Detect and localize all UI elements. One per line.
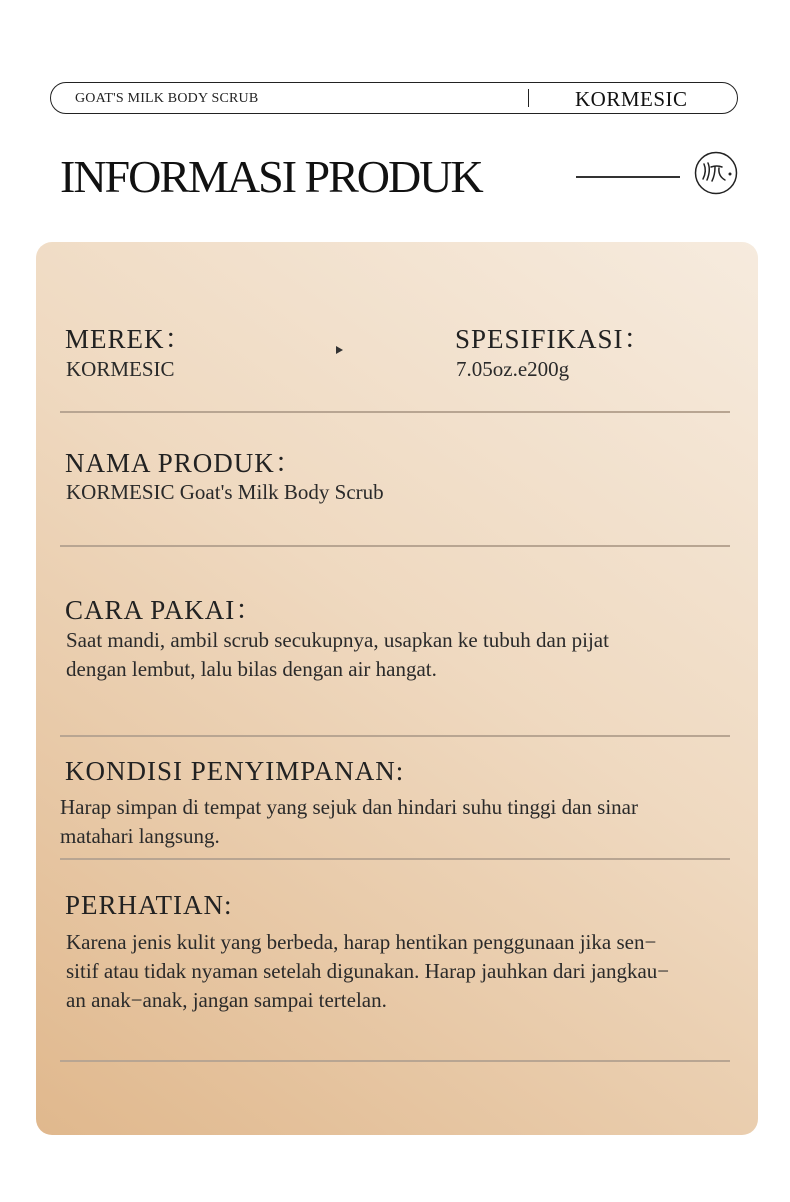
warning-line-1: Karena jenis kulit yang berbeda, harap hentikan penggunaan jika sen− xyxy=(66,930,657,954)
storage-line-2: matahari langsung. xyxy=(60,824,220,848)
usage-line-2: dengan lembut, lalu bilas dengan air hangat. xyxy=(66,657,437,681)
title-rule xyxy=(576,176,680,178)
warning-line-2: sitif atau tidak nyaman setelah digunakan. Harap jauhkan dari jangkau− xyxy=(66,959,670,983)
storage-line-1: Harap simpan di tempat yang sejuk dan hindari suhu tinggi dan sinar xyxy=(60,795,638,819)
spec-value: 7.05oz.e200g xyxy=(456,357,570,381)
section-divider xyxy=(60,735,730,737)
spec-label: SPESIFIKASI： xyxy=(455,324,652,354)
warning-line-3: an anak−anak, jangan sampai tertelan. xyxy=(66,988,387,1012)
section-divider xyxy=(60,858,730,860)
section-divider xyxy=(60,545,730,547)
storage-label: KONDISI PENYIMPANAN: xyxy=(65,756,405,786)
header-brand: KORMESIC xyxy=(575,87,688,111)
usage-line-1: Saat mandi, ambil scrub secukupnya, usapkan ke tubuh dan pijat xyxy=(66,628,609,652)
usage-label: CARA PAKAI： xyxy=(65,595,264,625)
kormesic-logo-icon xyxy=(694,151,738,195)
header-product-name: GOAT'S MILK BODY SCRUB xyxy=(75,91,259,106)
warning-label: PERHATIAN: xyxy=(65,890,233,920)
play-arrow-icon xyxy=(336,346,343,354)
section-divider xyxy=(60,1060,730,1062)
header-pill xyxy=(50,82,738,114)
brand-label: MEREK： xyxy=(65,324,193,354)
product-name-label: NAMA PRODUK： xyxy=(65,448,303,478)
header-divider xyxy=(528,89,529,107)
product-name-value: KORMESIC Goat's Milk Body Scrub xyxy=(66,480,384,504)
brand-value: KORMESIC xyxy=(66,357,175,381)
section-divider xyxy=(60,411,730,413)
page-title: INFORMASI PRODUK xyxy=(60,151,482,202)
